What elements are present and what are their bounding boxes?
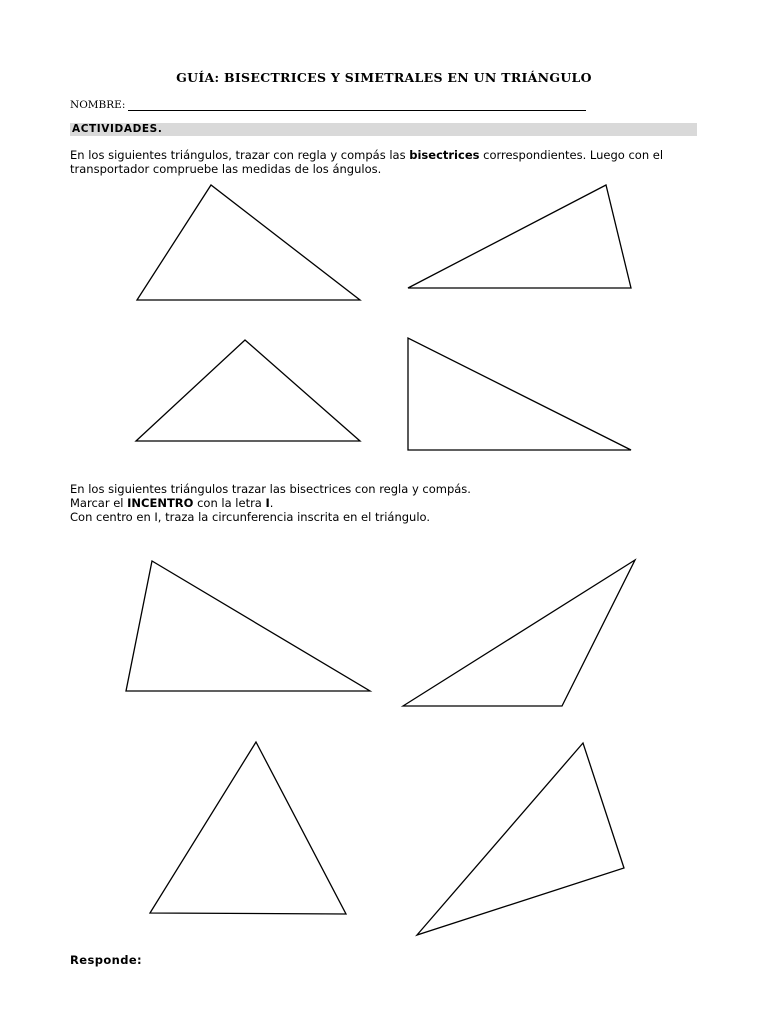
p2-incentro-term: INCENTRO (127, 496, 194, 510)
triangle-3 (136, 340, 360, 441)
triangle-2 (408, 185, 631, 288)
triangle-7 (150, 742, 346, 914)
triangle-4 (408, 338, 631, 450)
responde-heading: Responde: (70, 953, 143, 967)
page-title: GUÍA: BISECTRICES Y SIMETRALES EN UN TRIÁNGULO (176, 70, 592, 85)
triangle-8 (417, 743, 624, 935)
name-label: NOMBRE: (70, 99, 126, 111)
p2-letter-i: I (265, 496, 270, 510)
p1-text-before: En los siguientes triángulos, trazar con regla y compás las (70, 148, 410, 162)
p2-line2-after: . (269, 496, 274, 510)
p2-line-1: En los siguientes triángulos trazar las bisectrices con regla y compás. (70, 482, 471, 496)
instructions-paragraph-2 (70, 482, 710, 524)
triangle-1 (137, 185, 360, 300)
p1-text-after: correspondientes. Luego con el transportador compruebe las medidas de los ángulos. (70, 148, 664, 176)
p2-line-2 (70, 496, 710, 510)
p2-line-3: Con centro en I, traza la circunferencia inscrita en el triángulo. (70, 510, 431, 524)
triangle-5 (126, 561, 370, 691)
p1-bold-term: bisectrices (409, 148, 480, 162)
p2-line2-mid: con la letra (193, 496, 266, 510)
section-heading: ACTIVIDADES. (70, 123, 697, 136)
triangle-6 (403, 560, 635, 706)
p2-line2-before: Marcar el (70, 496, 128, 510)
